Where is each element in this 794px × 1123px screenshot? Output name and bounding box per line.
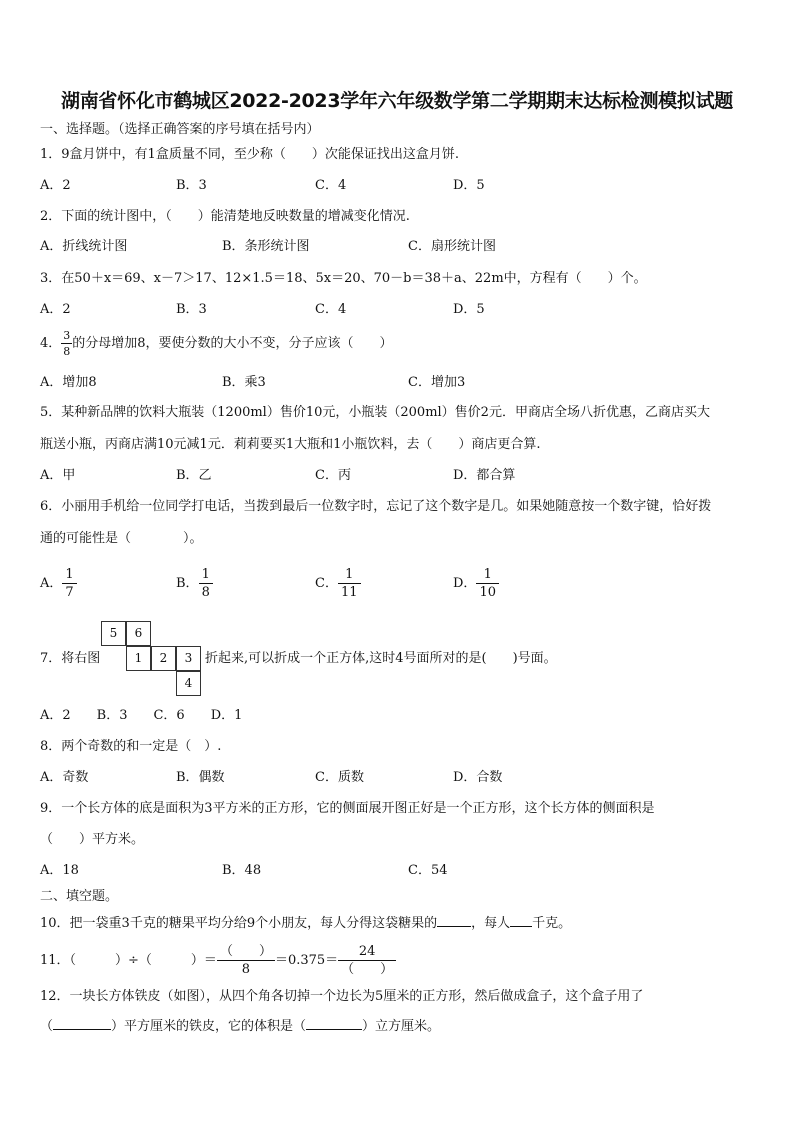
q10-part-2: ，每人 [471, 916, 511, 931]
q4-number: 4． [40, 336, 62, 351]
fraction-numerator: 24 [358, 944, 376, 959]
q10-blank-1 [437, 926, 471, 927]
question-12-line-2 [40, 1018, 440, 1036]
q4-text: 的分母增加8，要使分数的大小不变，分子应该（ ） [72, 336, 393, 351]
q3-option-a: A．2 [40, 302, 71, 317]
question-7-suffix: 折起来,可以折成一个正方体,这时4号面所对的是( )号面。 [205, 651, 557, 666]
q2-option-b: B．条形统计图 [222, 239, 310, 254]
question-9-line-2: （ ）平方米。 [40, 832, 145, 847]
q2-option-c: C．扇形统计图 [408, 239, 496, 254]
fraction-denominator: 8 [241, 962, 251, 977]
q8-option-b: B．偶数 [176, 770, 225, 785]
fraction-bar [217, 960, 275, 961]
q5-option-b: B．乙 [176, 468, 212, 483]
section-heading-choice: 一、选择题。（选择正确答案的序号填在括号内） [40, 122, 320, 137]
q1-option-c: C．4 [315, 178, 347, 193]
q2-option-a: A．折线统计图 [40, 239, 128, 254]
question-5-line-1: 5．某种新品牌的饮料大瓶装（1200ml）售价10元，小瓶装（200ml）售价2元．甲商店全场八折优惠，乙商店买大 [40, 405, 710, 420]
net-cell-2: 2 [151, 646, 176, 671]
question-7-prefix: 7．将右图 [40, 651, 101, 666]
q6-option-a-label: A． [40, 576, 63, 591]
q4-fraction [61, 330, 72, 357]
question-1: 1．9盒月饼中，有1盒质量不同，至少称（ ）次能保证找出这盒月饼. [40, 147, 459, 162]
fraction-numerator: 1 [65, 567, 74, 582]
q1-option-a: A．2 [40, 178, 71, 193]
fraction-denominator: 11 [340, 585, 358, 600]
q6-option-c-fraction [338, 568, 361, 599]
question-10 [40, 915, 571, 933]
question-8: 8．两个奇数的和一定是（ ）. [40, 739, 222, 754]
cube-net-diagram [101, 621, 206, 697]
q11-fraction-2 [338, 945, 396, 976]
q12-blank-2 [306, 1029, 362, 1030]
q3-option-d: D．5 [453, 302, 485, 317]
q8-option-d: D．合数 [453, 770, 503, 785]
fraction-bar [61, 343, 72, 344]
q11-part-1: 11．（ ）÷（ ）＝ [40, 953, 217, 968]
net-cell-3: 3 [176, 646, 201, 671]
q6-option-b-fraction [199, 568, 213, 599]
q12-part-c: ）立方厘米。 [362, 1019, 441, 1034]
fraction-bar [62, 583, 76, 584]
question-3: 3．在50＋x＝69、x－7＞17、12×1.5＝18、5x＝20、70－b＝38＋a、22m中，方程有（ ）个。 [40, 271, 647, 286]
question-6-line-1: 6．小丽用手机给一位同学打电话，当拨到最后一位数字时，忘记了这个数字是几。如果她随意按一个数字键，恰好拨 [40, 499, 712, 514]
question-5-line-2: 瓶送小瓶，丙商店满10元减1元．莉莉要买1大瓶和1小瓶饮料，去（ ）商店更合算. [40, 437, 541, 452]
fraction-bar [338, 960, 396, 961]
fraction-numerator: （ ） [219, 944, 272, 959]
q11-middle: ＝0.375＝ [274, 953, 339, 968]
q5-option-a: A．甲 [40, 468, 76, 483]
q8-option-c: C．质数 [315, 770, 364, 785]
question-11 [40, 945, 396, 976]
q12-blank-1 [53, 1029, 111, 1030]
question-9-line-1: 9．一个长方体的底是面积为3平方米的正方形，它的侧面展开图正好是一个正方形，这个长方体的侧面积是 [40, 801, 655, 816]
q6-option-c [315, 568, 361, 599]
q6-option-a [40, 568, 77, 599]
q7-options: A．2 B．3 C．6 D．1 [40, 708, 243, 723]
q1-option-d: D．5 [453, 178, 485, 193]
section-heading-fill: 二、填空题。 [40, 889, 119, 904]
q10-blank-2 [510, 926, 532, 927]
q6-option-d [453, 568, 499, 599]
q6-option-b-label: B． [176, 576, 199, 591]
q9-option-a: A．18 [40, 863, 79, 878]
q6-option-a-fraction [62, 568, 76, 599]
q6-option-d-fraction [476, 568, 499, 599]
q5-option-d: D．都合算 [453, 468, 516, 483]
net-cell-1: 1 [126, 646, 151, 671]
q8-option-a: A．奇数 [40, 770, 89, 785]
q4-fraction-numerator: 3 [63, 329, 71, 342]
fraction-numerator: 1 [201, 567, 210, 582]
fraction-bar [476, 583, 499, 584]
q9-option-b: B．48 [222, 863, 262, 878]
net-cell-4: 4 [176, 671, 201, 696]
q12-part-b: ）平方厘米的铁皮，它的体积是（ [111, 1019, 307, 1034]
question-12-line-1: 12．一块长方体铁皮（如图），从四个角各切掉一个边长为5厘米的正方形，然后做成盒子，这个盒子用了 [40, 989, 644, 1004]
q1-option-b: B．3 [176, 178, 207, 193]
question-2: 2．下面的统计图中，（ ）能清楚地反映数量的增减变化情况. [40, 209, 410, 224]
q5-option-c: C．丙 [315, 468, 351, 483]
q12-part-a: （ [40, 1019, 54, 1034]
q3-option-c: C．4 [315, 302, 347, 317]
q10-part-3: 千克。 [532, 916, 572, 931]
fraction-bar [338, 583, 361, 584]
q3-option-b: B．3 [176, 302, 207, 317]
q10-part-1: 10．把一袋重3千克的糖果平均分给9个小朋友，每人分得这袋糖果的 [40, 916, 438, 931]
net-cell-5: 5 [101, 621, 126, 646]
question-6-line-2: 通的可能性是（ ）。 [40, 531, 203, 546]
q6-option-b [176, 568, 213, 599]
q4-option-b: B．乘3 [222, 375, 266, 390]
fraction-denominator: 7 [65, 585, 74, 600]
q6-option-d-label: D． [453, 576, 477, 591]
q11-fraction-1 [217, 945, 275, 976]
fraction-denominator: 10 [479, 585, 496, 600]
q9-option-c: C．54 [408, 863, 448, 878]
fraction-numerator: 1 [483, 567, 492, 582]
net-cell-6: 6 [126, 621, 151, 646]
question-4 [40, 330, 393, 357]
fraction-denominator: 8 [201, 585, 210, 600]
q4-option-c: C．增加3 [408, 375, 466, 390]
page-title: 湖南省怀化市鹤城区2022-2023学年六年级数学第二学期期末达标检测模拟试题 [61, 90, 733, 112]
fraction-denominator: （ ） [341, 962, 394, 977]
q4-option-a: A．增加8 [40, 375, 97, 390]
fraction-bar [199, 583, 213, 584]
fraction-numerator: 1 [345, 567, 354, 582]
q6-option-c-label: C． [315, 576, 338, 591]
q4-fraction-denominator: 8 [63, 345, 71, 358]
